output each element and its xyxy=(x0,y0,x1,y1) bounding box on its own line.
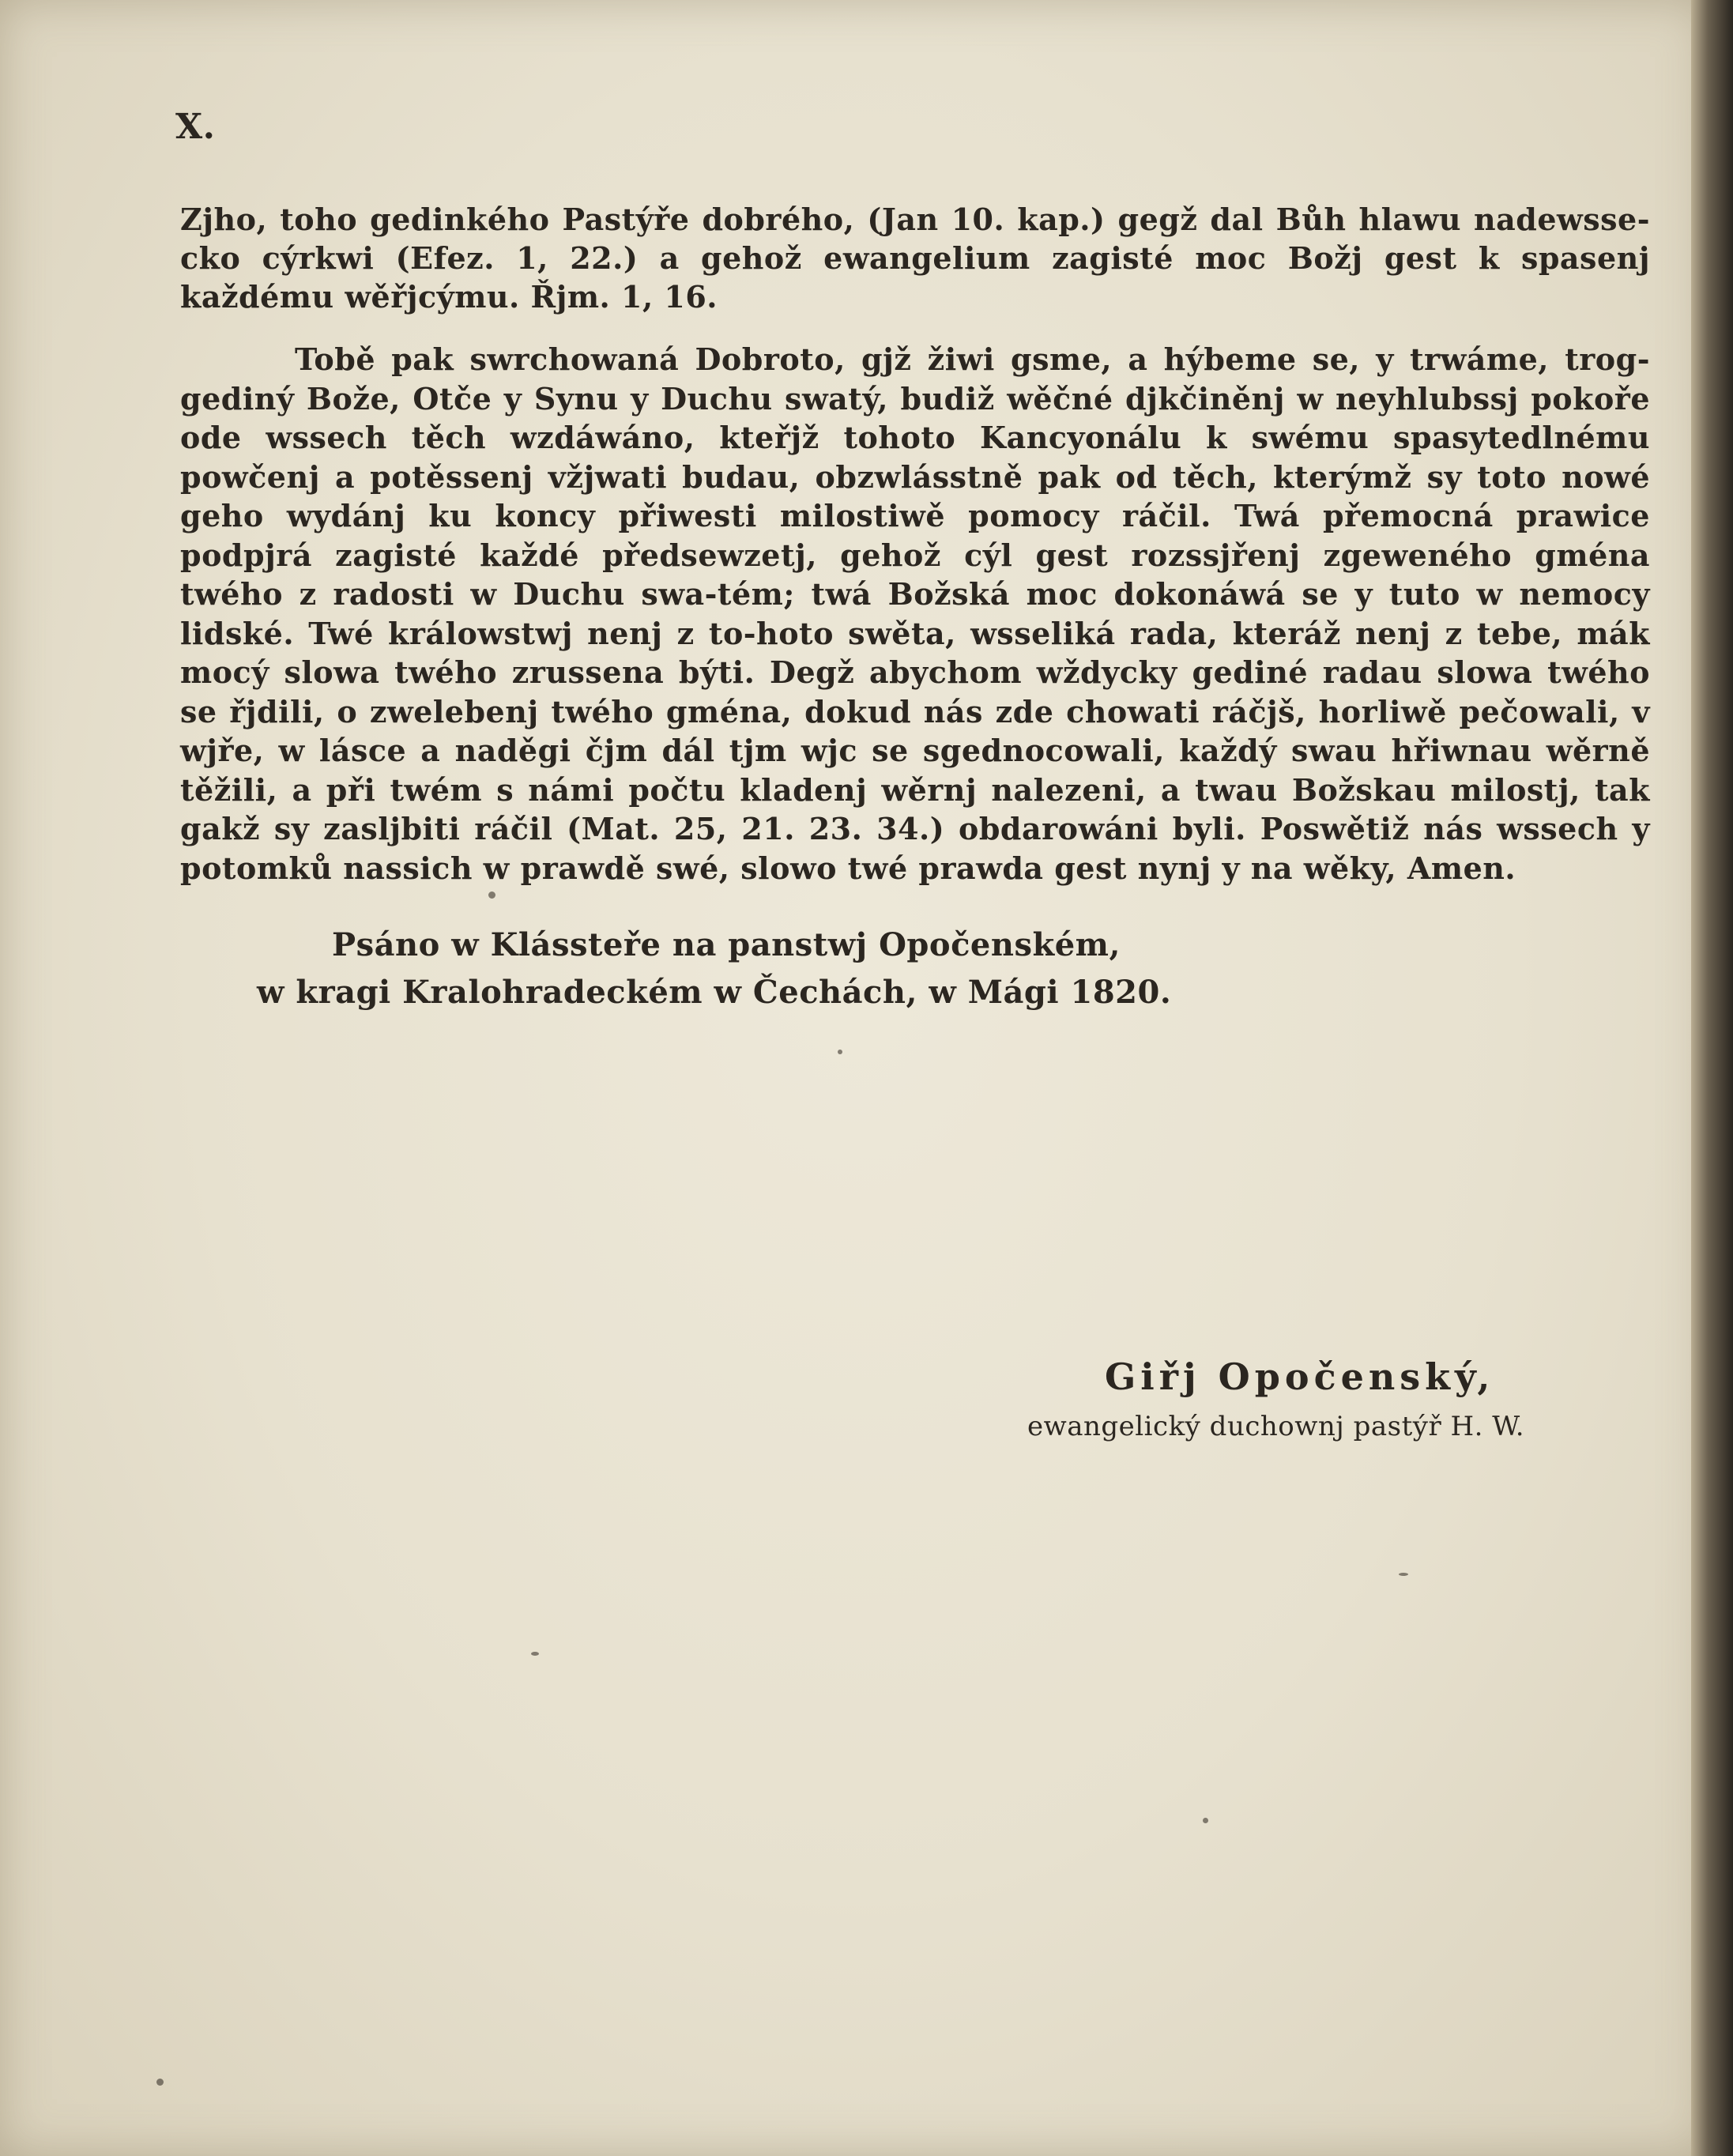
page-number: X. xyxy=(175,107,216,147)
paragraph-prayer: Tobě pak swrchowaná Dobroto, gjž žiwi gsme, a hýbeme se, y trwáme, trog-gediný Bože, Otče y Synu y Duchu swatý, budiž wěčné djkčiněnj w neyhlubssj pokoře ode wssech těch wzdáwáno, kteřjž tohoto Kancyonálu k swému spasytedlnému powčenj a potěssenj vžjwati budau, obzwlásstně pak od těch, kterýmž sy toto nowé geho wydánj ku koncy přiwesti milostiwě pomocy ráčil. Twá přemocná prawice podpjrá zagisté každé předsewzetj, gehož cýl gest rozssjřenj zgeweného gména twého z radosti w Duchu swa-tém; twá Božská moc dokonáwá se y tuto w nemocy lidské. Twé králowstwj nenj z to-hoto swěta, wsseliká rada, kteráž nenj z tebe, mák mocý slowa twého zrussena býti. Degž abychom wždycky gediné radau slowa twého se řjdili, o zwelebenj twého gména, dokud nás zde chowati ráčjš, horliwě pečowali, v wjře, w lásce a naděgi čjm dál tjm wjc se sgednocowali, každý swau hřiwnau wěrně těžili, a při twém s námi počtu kladenj wěrnj nalezeni, a twau Božskau milostj, tak gakž sy zasljbiti ráčil (Mat. 25, 21. 23. 34.) obdarowáni byli. Poswětiž nás wssech y potomků nassich w prawdě swé, slowo twé prawda gest nynj y na wěky, Amen. xyxy=(180,341,1650,886)
ink-speck xyxy=(1399,1573,1408,1576)
ink-speck xyxy=(1203,1818,1208,1823)
signature-name: Giřj Opočenský, xyxy=(1105,1355,1495,1398)
ink-speck xyxy=(488,891,495,899)
paragraph-continuation: Zjho, toho gedinkého Pastýře dobrého, (Jan 10. kap.) gegž dal Bůh hlawu nadewsse-cko cýrkwi (Efez. 1, 22.) a gehož ewangelium zagisté moc Božj gest k spasenj každému wěřjcýmu. Řjm. 1, 16. xyxy=(180,202,1650,315)
place-line: Psáno w Klássteře na panstwj Opočenském, xyxy=(332,926,1121,963)
signature-title: ewangelický duchownj pastýř H. W. xyxy=(1027,1411,1525,1442)
place-date-line: w kragi Kralohradeckém w Čechách, w Mági 1820. xyxy=(257,974,1172,1011)
ink-speck xyxy=(838,1050,842,1054)
ink-speck xyxy=(531,1652,539,1656)
ink-speck xyxy=(156,2079,164,2086)
page-edge-shadow xyxy=(1691,0,1733,2156)
